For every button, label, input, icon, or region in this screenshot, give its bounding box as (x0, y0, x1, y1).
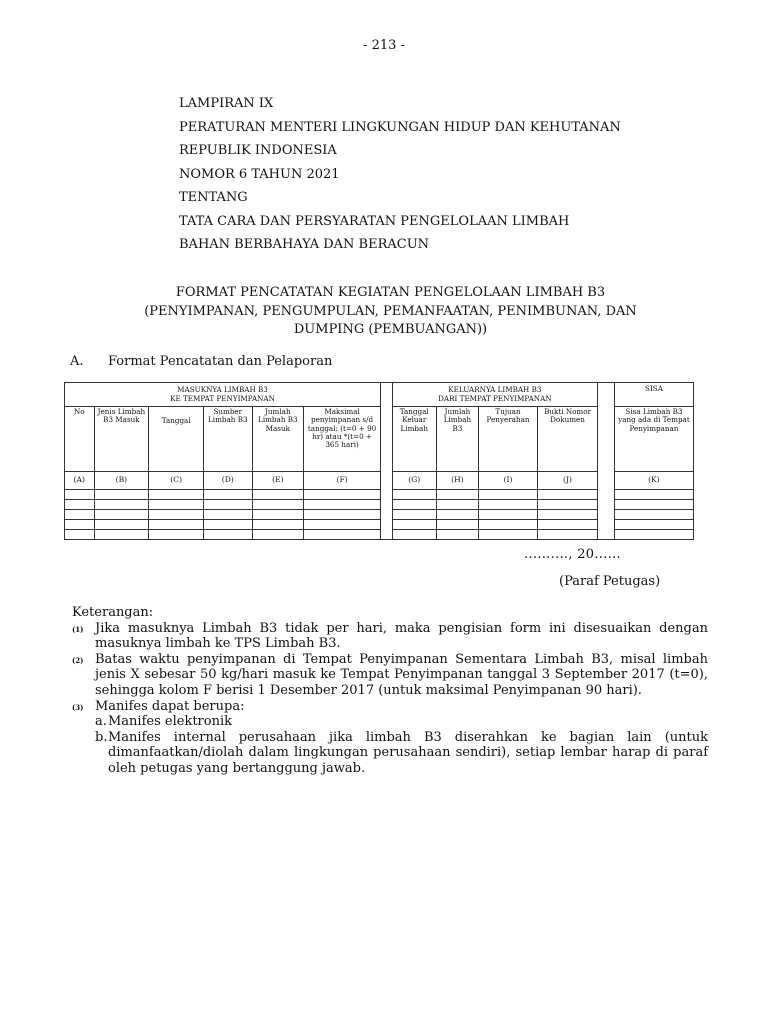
officer-initial-label: (Paraf Petugas) (559, 574, 661, 589)
page-number: - 213 - (363, 38, 405, 53)
section-a-heading (70, 354, 332, 369)
group-header-line: KELUARNYA LIMBAH B3 (448, 385, 542, 395)
table-cell (479, 500, 538, 510)
sub-text: Manifes internal perusahaan jika limbah B3 diserahkan ke bagian lain (untuk dimanfaatkan/diolah dalam lingkungan perusahaan sendiri), setiap lembar harap di paraf oleh petugas yang bertanggung jawab. (108, 729, 708, 776)
column-header-tujuan: Tujuan Penyerahan (479, 407, 538, 472)
table-cell (65, 530, 95, 540)
table-cell (65, 510, 95, 520)
column-code: (J) (538, 472, 598, 490)
separator-column (381, 383, 393, 540)
sub-label: a. (95, 714, 107, 730)
table-cell (436, 510, 478, 520)
note-3a (72, 714, 708, 730)
group-header-sisa: SISA (614, 383, 693, 407)
note-marker: (2) (72, 655, 84, 665)
heading-line: PERATURAN MENTERI LINGKUNGAN HIDUP DAN KEHUTANAN (179, 119, 621, 135)
title-line: DUMPING (PEMBUANGAN)) (293, 322, 488, 337)
table-cell (252, 490, 304, 500)
note-text: Batas waktu penyimpanan di Tempat Penyimpanan Sementara Limbah B3, misal limbah jenis X sebesar 50 kg/hari masuk ke Tempat Penyimpanan tanggal 3 September 2017 (t=0), sehingga kolom F berisi 1 Desember 2017 (untuk maksimal Penyimpanan 90 hari). (95, 651, 708, 698)
note-3 (72, 699, 708, 715)
table-cell (204, 520, 252, 530)
table-cell (204, 490, 252, 500)
table-cell (392, 500, 436, 510)
table-cell (614, 490, 693, 500)
table-cell (94, 530, 149, 540)
title-line: (PENYIMPANAN, PENGUMPULAN, PEMANFAATAN, PENIMBUNAN, DAN (144, 303, 637, 319)
column-header-jumlah-masuk: Jumlah Limbah B3 Masuk (252, 407, 304, 472)
section-letter: A. (70, 354, 84, 369)
table-cell (479, 530, 538, 540)
table-cell (252, 520, 304, 530)
table-cell (538, 520, 598, 530)
group-header-line: MASUKNYA LIMBAH B3 (177, 385, 268, 395)
heading-line: BAHAN BERBAHAYA DAN BERACUN (179, 237, 430, 252)
table-cell (392, 490, 436, 500)
column-code: (D) (204, 472, 252, 490)
column-header-tanggal: Tanggal (149, 407, 204, 472)
table-cell (94, 510, 149, 520)
table-cell (252, 500, 304, 510)
group-header-line: DARI TEMPAT PENYIMPANAN (438, 393, 552, 403)
note-text: Manifes dapat berupa: (95, 698, 245, 714)
column-code: (G) (392, 472, 436, 490)
table-cell (614, 500, 693, 510)
table-cell (94, 500, 149, 510)
section-title: Format Pencatatan dan Pelaporan (108, 354, 333, 369)
table-cell (65, 490, 95, 500)
table-cell (436, 520, 478, 530)
title-line: FORMAT PENCATATAN KEGIATAN PENGELOLAAN LIMBAH B3 (175, 285, 606, 300)
heading-line: REPUBLIK INDONESIA (179, 143, 337, 158)
regulation-heading (179, 92, 699, 257)
table-cell (65, 500, 95, 510)
table-cell (538, 510, 598, 520)
table-cell (304, 520, 381, 530)
notes-section (72, 605, 708, 777)
group-header-line: KE TEMPAT PENYIMPANAN (170, 393, 275, 403)
document-title (108, 284, 673, 340)
table-cell (538, 530, 598, 540)
table-cell (149, 490, 204, 500)
table-cell (252, 530, 304, 540)
column-header-jumlah-keluar: Jumlah Limbah B3 (436, 407, 478, 472)
sub-text: Manifes elektronik (108, 714, 232, 730)
table-cell (479, 520, 538, 530)
note-marker: (1) (72, 624, 84, 634)
table-cell (252, 510, 304, 520)
table-cell (479, 510, 538, 520)
table-cell (304, 500, 381, 510)
table-cell (392, 530, 436, 540)
table-cell (392, 510, 436, 520)
note-2 (72, 652, 708, 699)
column-header-tanggal-keluar: Tanggal Keluar Limbah (392, 407, 436, 472)
column-header-maksimal: Maksimal penyimpanan s/d tanggal: (t=0 + 90 hr) atau *(t=0 + 365 hari) (304, 407, 381, 472)
table-cell (614, 530, 693, 540)
column-header-sisa: Sisa Limbah B3 yang ada di Tempat Penyimpanan (614, 407, 693, 472)
column-header-sumber: Sumber Limbah B3 (204, 407, 252, 472)
table-cell (304, 510, 381, 520)
separator-column (598, 383, 615, 540)
table-cell (94, 520, 149, 530)
table-cell (538, 500, 598, 510)
group-header-masuk (65, 383, 381, 407)
table-cell (204, 510, 252, 520)
note-1 (72, 621, 708, 652)
table-cell (204, 500, 252, 510)
table-cell (614, 510, 693, 520)
table-cell (436, 530, 478, 540)
table-cell (149, 500, 204, 510)
table-cell (614, 520, 693, 530)
table-cell (149, 530, 204, 540)
sub-label: b. (95, 729, 108, 745)
note-3b (72, 730, 708, 777)
date-line: .........., 20...... (524, 547, 621, 562)
table-cell (94, 490, 149, 500)
table-cell (204, 530, 252, 540)
table-cell (304, 530, 381, 540)
column-header-no: No (65, 407, 95, 472)
heading-line: TENTANG (179, 190, 248, 205)
column-code: (K) (614, 472, 693, 490)
column-code: (A) (65, 472, 95, 490)
table-cell (538, 490, 598, 500)
table-cell (65, 520, 95, 530)
table-cell (392, 520, 436, 530)
notes-heading: Keterangan: (72, 605, 154, 620)
recording-form-table (64, 382, 694, 540)
column-header-jenis: Jenis Limbah B3 Masuk (94, 407, 149, 472)
table-cell (479, 490, 538, 500)
column-code: (C) (149, 472, 204, 490)
table-cell (436, 490, 478, 500)
column-code: (E) (252, 472, 304, 490)
note-marker: (3) (72, 702, 84, 712)
column-code: (I) (479, 472, 538, 490)
table-cell (149, 520, 204, 530)
table-cell (436, 500, 478, 510)
note-text: Jika masuknya Limbah B3 tidak per hari, maka pengisian form ini disesuaikan dengan masuknya limbah ke TPS Limbah B3. (95, 620, 708, 652)
column-code: (F) (304, 472, 381, 490)
heading-line: TATA CARA DAN PERSYARATAN PENGELOLAAN LIMBAH (179, 213, 570, 229)
column-header-bukti: Bukti Nomor Dokumen (538, 407, 598, 472)
group-header-keluar (392, 383, 597, 407)
column-code: (H) (436, 472, 478, 490)
heading-line: NOMOR 6 TAHUN 2021 (179, 166, 340, 182)
heading-line: LAMPIRAN IX (179, 96, 274, 111)
table-cell (304, 490, 381, 500)
column-code: (B) (94, 472, 149, 490)
table-cell (149, 510, 204, 520)
